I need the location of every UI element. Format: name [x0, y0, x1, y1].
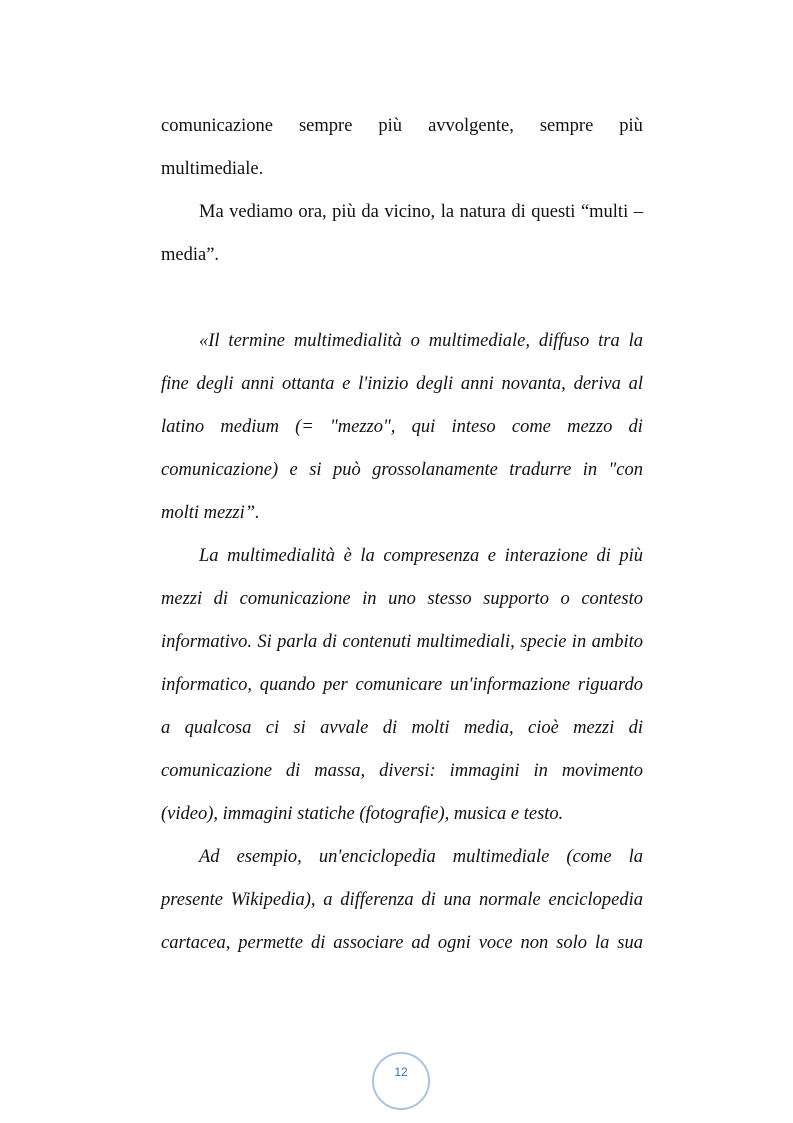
- word: qui: [411, 417, 436, 437]
- text-line: cartacea, permette di associare ad ogni voce non solo la sua: [161, 933, 643, 953]
- word: un'enciclopedia: [318, 847, 436, 867]
- word: avvolgente,: [428, 116, 514, 136]
- word: più: [378, 116, 403, 136]
- text-line: Ma vediamo ora, più da vicino, la natura di questi “multi –: [199, 202, 643, 222]
- page-number: 12: [394, 1065, 408, 1079]
- text-line: presente Wikipedia), a differenza di una normale enciclopedia: [161, 890, 643, 910]
- word: Ad: [199, 847, 220, 867]
- word: medium: [220, 417, 279, 437]
- word: sempre: [298, 116, 353, 136]
- word: sempre: [539, 116, 594, 136]
- page-number-badge: [372, 1052, 430, 1110]
- text-line: molti mezzi”.: [161, 503, 260, 523]
- word: multimediale: [452, 847, 550, 867]
- text-line: mezzi di comunicazione in uno stesso supporto o contesto: [161, 589, 643, 609]
- text-line: comunicazione) e si può grossolanamente tradurre in "con: [161, 460, 643, 480]
- text-line: (video), immagini statiche (fotografie), musica e testo.: [161, 804, 564, 824]
- text-line: informativo. Si parla di contenuti multimediali, specie in ambito: [161, 632, 643, 652]
- word: "mezzo",: [330, 417, 396, 437]
- word: comunicazione: [161, 116, 273, 136]
- text-line: «Il termine multimedialità o multimediale, diffuso tra la: [199, 331, 643, 351]
- text-line: [161, 845, 643, 869]
- text-line: [161, 114, 643, 138]
- text-line: multimediale.: [161, 159, 264, 179]
- word: (come: [566, 847, 612, 867]
- text-line: [161, 415, 643, 439]
- text-line: media”.: [161, 245, 220, 265]
- word: mezzo: [567, 417, 613, 437]
- word: come: [511, 417, 551, 437]
- word: più: [619, 116, 643, 136]
- word: esempio,: [236, 847, 302, 867]
- word: la: [628, 847, 643, 867]
- text-line: comunicazione di massa, diversi: immagini in movimento: [161, 761, 643, 781]
- word: inteso: [451, 417, 496, 437]
- word: di: [628, 417, 643, 437]
- text-line: a qualcosa ci si avvale di molti media, cioè mezzi di: [161, 718, 643, 738]
- word: (=: [295, 417, 314, 437]
- word: latino: [161, 417, 205, 437]
- text-line: informatico, quando per comunicare un'informazione riguardo: [161, 675, 643, 695]
- text-line: La multimedialità è la compresenza e interazione di più: [199, 546, 643, 566]
- text-line: fine degli anni ottanta e l'inizio degli anni novanta, deriva al: [161, 374, 643, 394]
